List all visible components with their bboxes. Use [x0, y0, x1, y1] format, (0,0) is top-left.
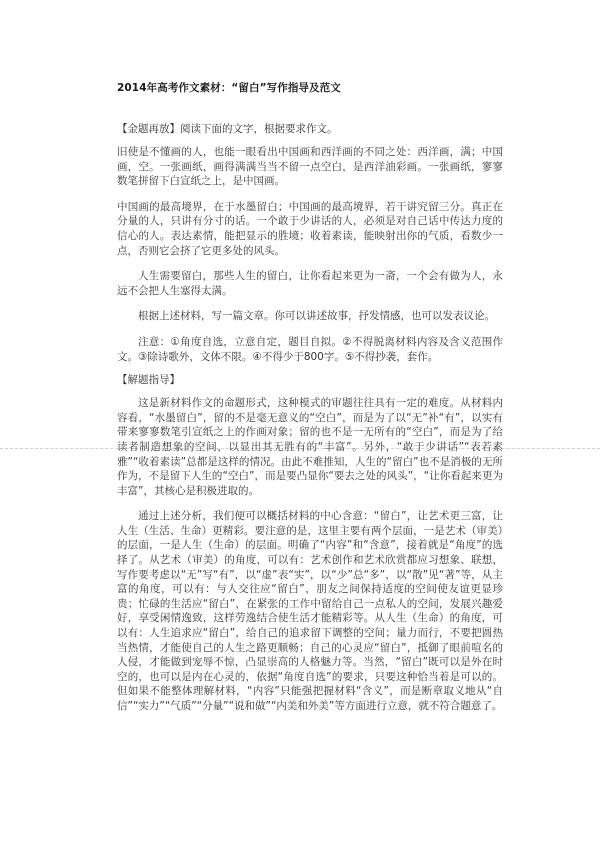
- prompt-paragraph-1: 旧使是不懂画的人，也能一眼看出中国画和西洋画的不同之处：西洋画，满；中国画，空。一张画纸，画得满满当当不留一点空白，是西洋油彩画。一张画纸，寥寥数笔拼留下白宣纸之上，是中国画。: [117, 146, 503, 188]
- guide-section-head: 【解题指导】: [117, 374, 180, 387]
- prompt-section-head: [117, 122, 503, 136]
- document-page: [117, 80, 503, 725]
- guide-paragraph-1: 这是新材料作文的命题形式，这种模式的审题往往具有一定的难度。从材料内容看，“水墨留白”，留的不是毫无意义的“空白”，而是为了以“无”补“有”，以实有带来寥寥数笔引宣纸之上的作画对象；留的也不是一无所有的“空白”，而是为了给读者制造想象的空间，以显出其无胜有的“丰富”。另外，“敢于少讲话”“表若素雅”“收着素读”总都是这样的情况。由此不难推知，人生的“留白”也不是消极的无所作为，不是留下人生的“空白”，而是要凸显你“要去之处的风头”，“让你看起来更为丰富”，其核心是积极进取的。: [117, 397, 503, 497]
- prompt-paragraph-4: 根据上述材料，写一篇文章。你可以讲述故事，抒发情感，也可以发表议论。: [138, 310, 495, 323]
- prompt-head-label: 【金题再放】: [117, 123, 180, 135]
- prompt-paragraph-3: 人生需要留白，那些人生的留白，让你看起来更为一斋，一个会有做为人，永远不会把人生塞得太满。: [117, 270, 503, 297]
- page-title: 2014年高考作文素材：“留白”写作指导及范文: [117, 82, 341, 94]
- guide-paragraph-2: 通过上述分析，我们便可以概括材料的中心含意：“留白”，让艺术更三富，让人生（生活、生命）更精彩。要注意的是，这里主要有两个层面，一是艺术（审美）的层面，一是人生（生命）的层面。明确了“内容”和“含意”，接着就是“角度”的选择了。从艺术（审美）的角度，可以有：艺术创作和艺术欣赏都应习想象、联想，写作要考虑以“无”写“有”，以“虚”表“实”，以“少”总“多”，以“散”见“著”等，从主富的角度，可以有：与人交往应“留白”，朋友之间保持适度的空间使友谊更显珍贵；忙碌的生活应“留白”，在紧张的工作中留给自己一点私人的空间，发展兴趣爱好，享受闲情逸致，这样劳逸结合使生活才能精彩等。从人生（生命）的角度，可以有：人生追求应“留白”，给自己的追求留下调整的空间；量力而行，不要把圆热当热情，才能使自己的人生之路更顺畅；自己的心灵应“留白”，抵御了眼前喧名的人侵，才能做到宠辱不惊，凸显崇高的人格魅力等。当然，“留白”既可以是外在时空的，也可以是内在心灵的，依据“角度自选”的要求，只要这种恰当着是可以的。但如果不能整体理解材料，“内容”只能强把握材料“含义”，而是断章取义地从“自信”“实力”“气质”“分量”“说和做”“内美和外美”等方面进行立意，就不符合题意了。: [117, 510, 503, 712]
- prompt-paragraph-5: 注意：①角度自选，立意自定，题目自拟。②不得脱离材料内容及含义范围作文。③除诗歌外，文体不限。④不得少于800字。⑤不得抄袭，套作。: [117, 335, 503, 363]
- prompt-paragraph-2: 中国画的最高境界，在于水墨留白；中国画的最高境界，若干讲究留三分。真正在分量的人，只讲有分寸的话。一个敢于少讲话的人，必须是对自己话中传达力度的信心的人。表达素情，能把显示的胜境；收着素读，能映射出你的气质，看数少一点，否则它会挤了它更多处的风头。: [117, 200, 503, 257]
- prompt-intro: 阅读下面的文字，根据要求作文。: [180, 123, 338, 135]
